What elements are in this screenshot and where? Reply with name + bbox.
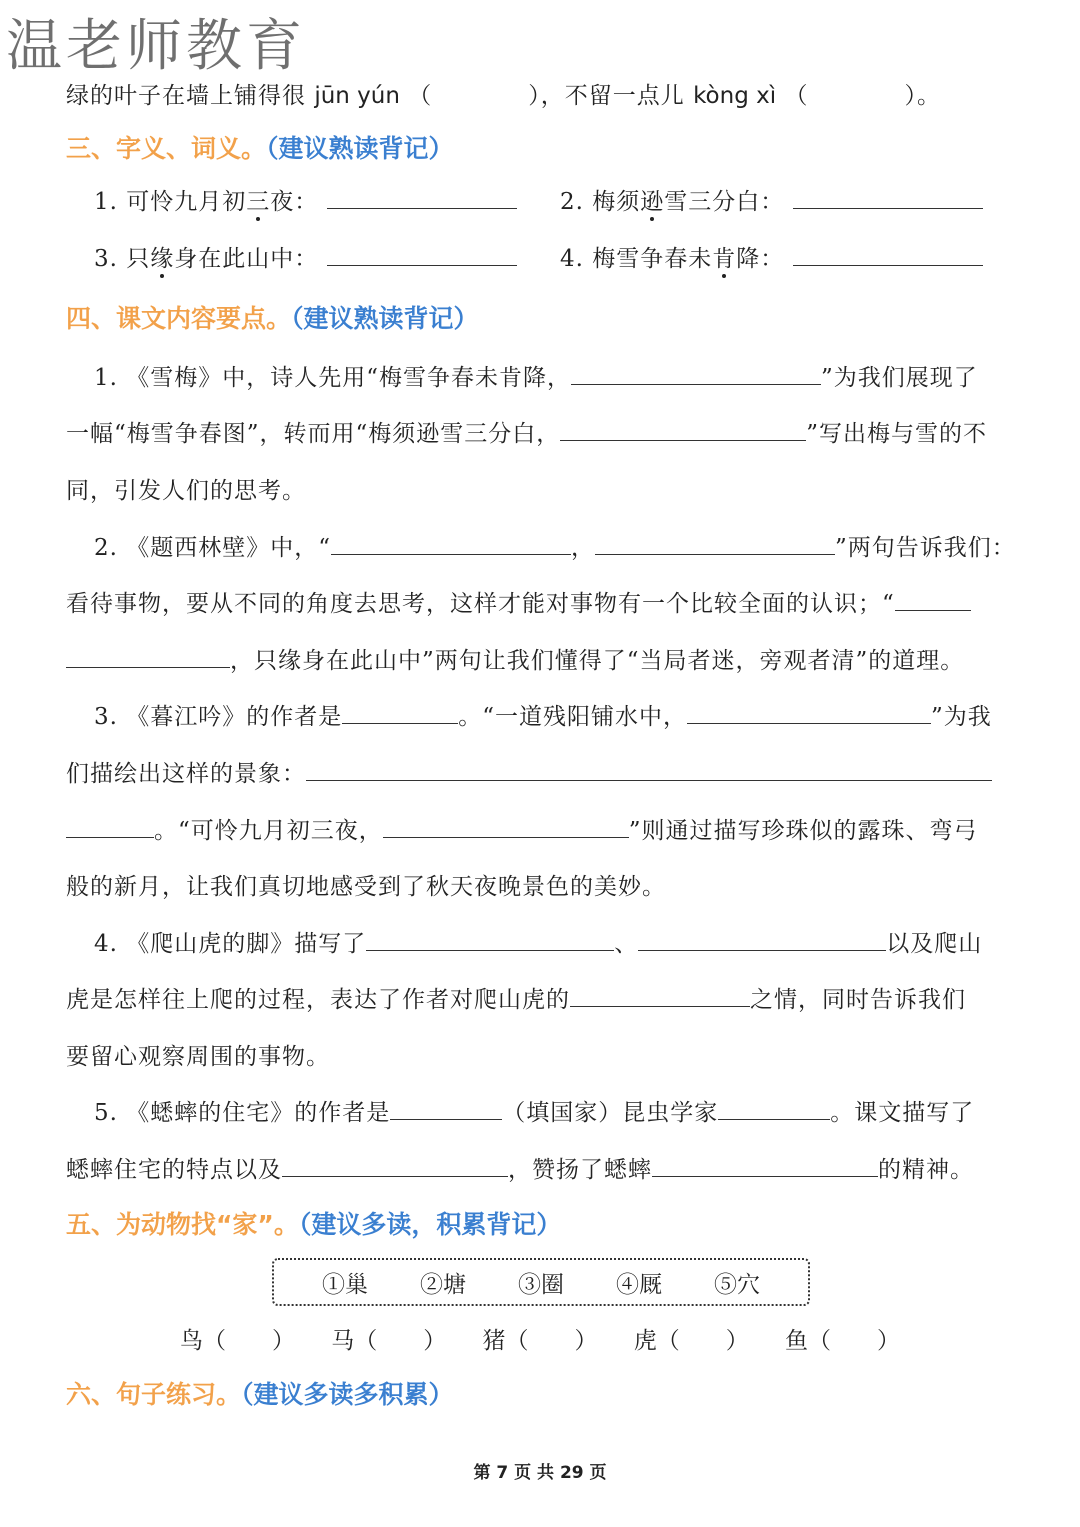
question-text: ，只缘身在此山中”两句让我们懂得了“当局者迷，旁观者清”的道理。 xyxy=(230,648,965,674)
animal-bird-blank[interactable]: 鸟（ ） xyxy=(180,1328,295,1354)
answer-blank[interactable] xyxy=(327,186,517,209)
animal-pig-blank[interactable]: 猪（ ） xyxy=(482,1328,598,1354)
q3-line-1 xyxy=(94,701,1016,733)
answer-blank[interactable] xyxy=(327,243,517,266)
question-text: ，赞扬了蟋蟀 xyxy=(508,1157,652,1183)
item-text: 身在此山中： xyxy=(174,246,319,272)
answer-blank[interactable] xyxy=(390,1097,502,1120)
option-pond: ②塘 xyxy=(420,1271,466,1298)
item-text: 夜： xyxy=(270,189,319,215)
question-text: 的精神。 xyxy=(878,1157,974,1183)
item-text: 降： xyxy=(736,246,785,272)
section-title: 五、为动物找“家”。 xyxy=(66,1210,299,1239)
q2-line-2 xyxy=(66,588,1016,620)
sec3-row-2 xyxy=(94,243,1016,275)
option-nest: ①巢 xyxy=(322,1271,368,1298)
question-text: ， xyxy=(571,535,596,561)
question-text: 虎是怎样往上爬的过程，表达了作者对爬山虎的 xyxy=(66,987,570,1013)
q4-line-1 xyxy=(94,928,1016,960)
q1-line-3 xyxy=(66,475,1016,507)
question-text: 4. 《爬山虎的脚》描写了 xyxy=(94,931,367,957)
question-text: 。“一道残阳铺水中， xyxy=(458,704,688,730)
question-text: ”两句告诉我们： xyxy=(835,535,1016,561)
sec3-row-1 xyxy=(94,186,1016,218)
question-text: 们描绘出这样的景象： xyxy=(66,761,306,787)
question-text: （填国家）昆虫学家 xyxy=(502,1100,719,1126)
question-text: 以及爬山 xyxy=(886,931,983,957)
question-text: 1. 《雪梅》中，诗人先用“梅雪争春未肯降， xyxy=(94,365,572,391)
option-den: ⑤穴 xyxy=(714,1271,760,1298)
answer-blank[interactable] xyxy=(652,1154,878,1177)
answer-blank[interactable] xyxy=(595,532,835,555)
q3-line-2 xyxy=(66,758,1016,790)
answer-blank[interactable] xyxy=(793,186,983,209)
section-note: （建议熟读背记） xyxy=(266,134,454,163)
section-3-heading xyxy=(66,132,454,166)
answer-blank[interactable] xyxy=(895,588,971,611)
q3-line-3 xyxy=(66,815,1016,847)
q4-line-3 xyxy=(66,1041,1016,1073)
section-5-heading xyxy=(66,1208,561,1242)
item-text: 只 xyxy=(126,246,151,272)
animal-fish-blank[interactable]: 鱼（ ） xyxy=(785,1328,900,1354)
sec3-item-4 xyxy=(560,243,983,275)
answer-blank[interactable] xyxy=(560,418,806,441)
answer-blank[interactable] xyxy=(66,815,154,838)
q3-line-4 xyxy=(66,871,1016,903)
question-text: 之情，同时告诉我们 xyxy=(750,987,966,1013)
question-text: 。“可怜九月初三夜， xyxy=(154,818,383,844)
section-4-heading xyxy=(66,302,479,336)
answer-blank[interactable] xyxy=(66,645,230,668)
question-text: 要留心观察周围的事物。 xyxy=(66,1044,330,1070)
answer-blank[interactable] xyxy=(571,362,821,385)
option-pen: ③圈 xyxy=(518,1271,564,1298)
answer-blank[interactable] xyxy=(306,758,992,781)
question-text: ”则通过描写珍珠似的露珠、弯弓 xyxy=(628,818,978,844)
section-note: （建议熟读背记） xyxy=(291,304,479,333)
q1-line-1 xyxy=(94,362,1016,394)
question-text: 看待事物，要从不同的角度去思考，这样才能对事物有一个比较全面的认识；“ xyxy=(66,591,895,617)
animal-row xyxy=(180,1325,900,1357)
question-text: ”写出梅与雪的不 xyxy=(806,421,988,447)
item-text: 梅雪争春未 xyxy=(592,246,713,272)
page-number: 第 7 页 共 29 页 xyxy=(473,1463,607,1483)
answer-blank[interactable] xyxy=(282,1154,508,1177)
question-text: 同，引发人们的思考。 xyxy=(66,478,306,504)
answer-blank[interactable] xyxy=(342,701,458,724)
question-text: ”为我们展现了 xyxy=(821,365,978,391)
item-text: 雪三分白： xyxy=(664,189,785,215)
pinyin-jun-yun: jūn yún xyxy=(314,83,400,109)
question-text: 、 xyxy=(614,931,639,957)
option-stable: ④厩 xyxy=(616,1271,662,1298)
item-text: 可怜九月初 xyxy=(126,189,247,215)
question-text: 2. 《题西林壁》中，“ xyxy=(94,535,332,561)
sec3-item-2 xyxy=(560,186,983,218)
text-segment: （ ），不留一点儿 xyxy=(408,83,685,109)
section-title: 四、课文内容要点。 xyxy=(66,304,292,333)
options-box xyxy=(272,1258,810,1306)
animal-tiger-blank[interactable]: 虎（ ） xyxy=(633,1328,749,1354)
answer-blank[interactable] xyxy=(718,1097,830,1120)
answer-blank[interactable] xyxy=(331,532,571,555)
text-segment: 绿的叶子在墙上铺得很 xyxy=(66,83,306,109)
item-marked-char: 肯 xyxy=(712,246,737,272)
item-marked-char: 三 xyxy=(246,189,271,215)
answer-blank[interactable] xyxy=(570,984,750,1007)
pinyin-line xyxy=(66,80,1016,112)
watermark: 温老师教育 xyxy=(6,14,306,79)
item-text: 梅须 xyxy=(592,189,641,215)
q5-line-1 xyxy=(94,1097,1016,1129)
answer-blank[interactable] xyxy=(638,928,886,951)
question-text: 蟋蟀住宅的特点以及 xyxy=(66,1157,282,1183)
question-text: ”为我 xyxy=(931,704,992,730)
answer-blank[interactable] xyxy=(687,701,931,724)
item-number: 4. xyxy=(560,246,584,272)
item-number: 1. xyxy=(94,189,118,215)
item-marked-char: 逊 xyxy=(640,189,665,215)
q5-line-2 xyxy=(66,1154,1016,1186)
section-note: （建议多读多积累） xyxy=(241,1380,454,1409)
answer-blank[interactable] xyxy=(366,928,614,951)
question-text: 。课文描写了 xyxy=(830,1100,975,1126)
section-title: 三、字义、词义。 xyxy=(66,134,267,163)
q2-line-3 xyxy=(66,645,1016,677)
answer-blank[interactable] xyxy=(383,815,629,838)
section-6-heading xyxy=(66,1378,454,1412)
section-note: （建议多读，积累背记） xyxy=(298,1210,562,1239)
item-number: 2. xyxy=(560,189,584,215)
text-segment: （ ）。 xyxy=(784,83,941,109)
q1-line-2 xyxy=(66,418,1016,450)
question-text: 般的新月，让我们真切地感受到了秋天夜晚景色的美妙。 xyxy=(66,874,666,900)
item-number: 3. xyxy=(94,246,118,272)
answer-blank[interactable] xyxy=(793,243,983,266)
q4-line-2 xyxy=(66,984,1016,1016)
item-marked-char: 缘 xyxy=(150,246,175,272)
question-text: 5. 《蟋蟀的住宅》的作者是 xyxy=(94,1100,391,1126)
animal-horse-blank[interactable]: 马（ ） xyxy=(331,1328,447,1354)
section-title: 六、句子练习。 xyxy=(66,1380,242,1409)
q2-line-1 xyxy=(94,532,1016,564)
pinyin-kong-xi: kòng xì xyxy=(693,83,777,109)
question-text: 3. 《暮江吟》的作者是 xyxy=(94,704,343,730)
question-text: 一幅“梅雪争春图”，转而用“梅须逊雪三分白， xyxy=(66,421,561,447)
